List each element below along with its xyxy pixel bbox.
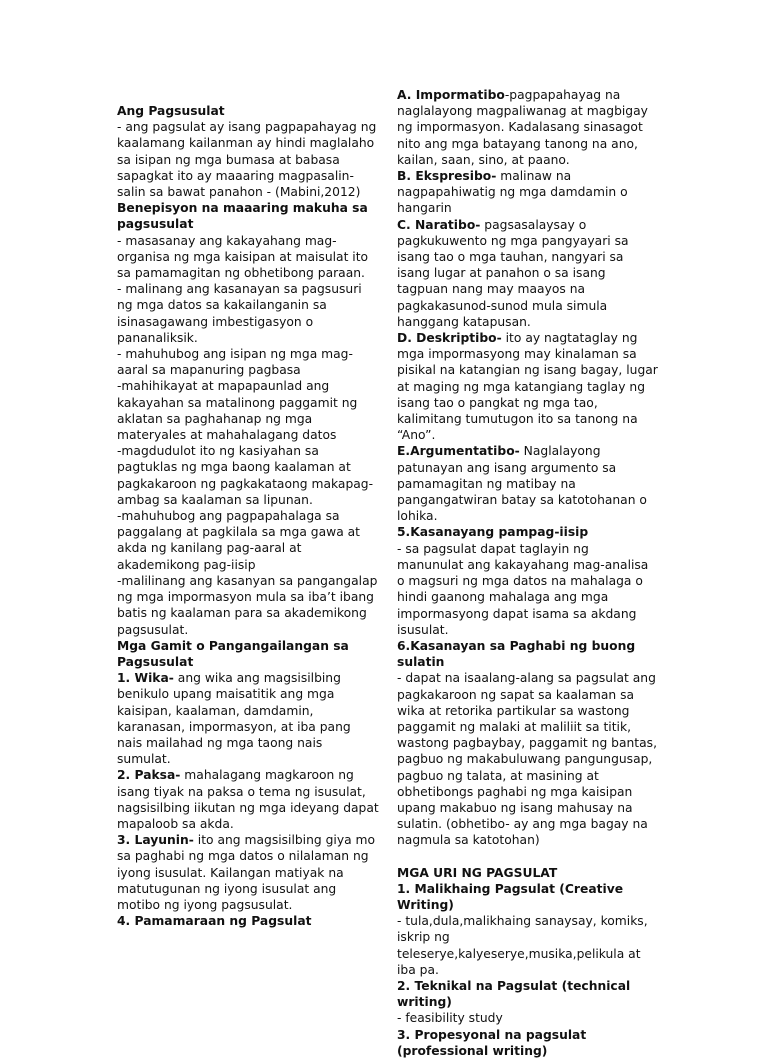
item-label: A. Impormatibo [397, 88, 505, 102]
left-column [117, 103, 379, 929]
paragraph [117, 670, 379, 767]
paragraph: - sa pagsulat dapat taglayin ng manunulat ang kakayahang mag-analisa o magsuri ng mga datos na mahalaga o hindi gaanong mahalaga ang mga impormasyong dapat isama sa akdang isusulat. [397, 541, 649, 637]
paragraph: - dapat na isaalang-alang sa pagsulat ang pagkakaroon ng sapat sa kaalaman sa wika at retorika partikular sa wastong paggamit ng malaki at maliliit sa titik, wastong pagbaybay, paggamit ng bantas, pagbuo ng makabuluwang pangungusap, pagbuo ng talata, at masining at obhetibongs paghabi ng mga kaisipan upang makabuo ng isang mahusay na sulatin. (obhetibo- ay ang mga bagay na nagmula sa katotohan) [397, 671, 657, 848]
item-text: mahalagang magkaroon ng isang tiyak na paksa o tema ng isusulat, nagsisilbing iikutan ng mga ideyang dapat mapaloob sa akda. [117, 768, 379, 831]
heading: 3. Propesyonal na pagsulat (professional writing) [397, 1027, 587, 1058]
paragraph [117, 767, 379, 832]
paragraph [397, 330, 659, 443]
item-text: pagsasalaysay o pagkukuwento ng mga pangyayari sa isang tao o mga tauhan, nangyari sa isang lugar at panahon o sa isang tagpuan nang may maayos na pagkakasunod-sunod mula simula hanggang katapusan. [397, 217, 629, 329]
heading: MGA URI NG PAGSULAT [397, 865, 558, 880]
item-label: E.Argumentatibo- [397, 444, 520, 459]
item-label: C. Naratibo- [397, 217, 481, 232]
paragraph: - feasibility study [397, 1011, 503, 1026]
paragraph: - malinang ang kasanayan sa pagsusuri ng mga datos sa kakailanganin sa isinasagawang imbestigasyon o pananaliksik. [117, 282, 362, 345]
item-label: 2. Paksa- [117, 768, 181, 783]
paragraph: - mahuhubog ang isipan ng mga mag-aaral sa mapanuring pagbasa [117, 347, 353, 378]
heading: Benepisyon na maaaring makuha sa pagsusulat [117, 201, 368, 232]
paragraph: -mahihikayat at mapapaunlad ang kakayahan sa matalinong paggamit ng aklatan sa paghahanap ng mga materyales at mahahalagang datos [117, 379, 358, 443]
item-text: ang wika ang magsisilbing benikulo upang maisatitik ang mga kaisipan, kaalaman, damdamin, karanasan, impormasyon, at iba pang nais mailahad ng mga taong nais sumulat. [117, 671, 351, 767]
paragraph: - masasanay ang kakayahang mag-organisa ng mga kaisipan at maisulat ito sa pamamagitan ng obhetibong paraan. [117, 233, 369, 281]
paragraph: -mahuhubog ang pagpapahalaga sa paggalang at pagkilala sa mga gawa at akda ng kanilang pag-aaral at akademikong pag-iisip [117, 509, 360, 572]
item-label: 3. Layunin- [117, 833, 194, 848]
item-text: ito ay nagtataglay ng mga impormasyong may kinalaman sa pisikal na katangian ng isang bagay, lugar at maging ng mga katangiang taglay ng isang tao o pangkat ng mga tao, kalimitang tumutugon ito sa tanong na “Ano”. [397, 331, 658, 443]
paragraph: - tula,dula,malikhaing sanaysay, komiks, iskrip ng teleserye,kalyeserye,musika,pelikula at iba pa. [397, 914, 648, 977]
paragraph [117, 832, 379, 913]
item-text: ito ang magsisilbing giya mo sa paghabi ng mga datos o nilalaman ng iyong isusulat. Kailangan matiyak na matutugunan ng iyong isusulat ang motibo ng iyong pagsusulat. [117, 833, 376, 912]
item-text: malinaw na nagpapahiwatig ng mga damdamin o hangarin [397, 169, 628, 216]
item-label: 1. Wika- [117, 671, 174, 686]
heading: Mga Gamit o Pangangailangan sa Pagsusulat [117, 638, 349, 669]
paragraph: - ang pagsulat ay isang pagpapahayag ng kaalamang kailanman ay hindi maglalaho sa isipan ng mga bumasa at babasa sapagkat ito ay maaaring magpasalin-salin sa bawat panahon - (Mabini,2012) [117, 120, 377, 200]
item-text: Naglalayong patunayan ang isang argumento sa pamamagitan ng matibay na pangangatwiran batay sa katotohanan o lohika. [397, 444, 647, 524]
paragraph [397, 87, 659, 168]
paragraph [397, 168, 659, 217]
heading: 2. Teknikal na Pagsulat (technical writing) [397, 978, 631, 1010]
paragraph [397, 217, 659, 330]
paragraph [397, 443, 659, 524]
heading: 1. Malikhaing Pagsulat (Creative Writing) [397, 881, 624, 912]
heading: 5.Kasanayang pampag-iisip [397, 525, 589, 540]
item-label: B. Ekspresibo- [397, 169, 497, 184]
paragraph: -malilinang ang kasanyan sa pangangalap ng mga impormasyon mula sa iba’t ibang batis ng kaalaman para sa akademikong pagsusulat. [117, 573, 378, 637]
item-text: -pagpapahayag na naglalayong magpaliwanag at magbigay ng impormasyon. Kadalasang sinasagot nito ang mga batayang tanong na ano, kailan, saan, sino, at paano. [397, 88, 648, 167]
heading: 4. Pamamaraan ng Pagsulat [117, 914, 312, 929]
paragraph: -magdudulot ito ng kasiyahan sa pagtuklas ng mga baong kaalaman at pagkakaroon ng pagkakataong makapag-ambag sa kaalaman sa lipunan. [117, 444, 374, 507]
heading: Ang Pagsusulat [117, 104, 225, 118]
item-label: D. Deskriptibo- [397, 331, 502, 346]
right-column [397, 87, 659, 1059]
heading: 6.Kasanayan sa Paghabi ng buong sulatin [397, 638, 636, 670]
